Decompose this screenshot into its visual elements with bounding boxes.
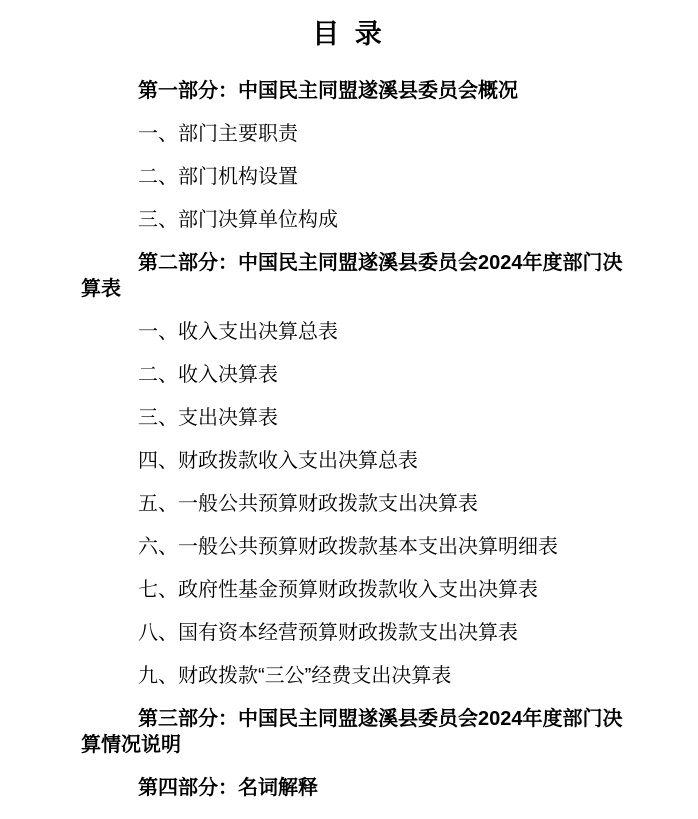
toc-item-part1-3: 三、部门决算单位构成 [138,209,338,231]
toc-heading-part1: 第一部分：中国民主同盟遂溪县委员会概况 [138,80,518,102]
toc-heading-part2: 第二部分：中国民主同盟遂溪县委员会2024年度部门决算表 [81,252,623,300]
toc-heading-part4: 第四部分：名词解释 [138,777,318,799]
toc-heading-part3: 第三部分：中国民主同盟遂溪县委员会2024年度部门决算情况说明 [81,708,623,756]
toc-item-part2-2: 二、收入决算表 [138,364,278,386]
toc-item-part2-9: 九、财政拨款“三公”经费支出决算表 [138,665,452,687]
toc-item-part2-7: 七、政府性基金预算财政拨款收入支出决算表 [138,579,538,601]
toc-item-part2-4: 四、财政拨款收入支出决算总表 [138,450,418,472]
toc-item-part2-3: 三、支出决算表 [138,407,278,429]
toc-item-part2-8: 八、国有资本经营预算财政拨款支出决算表 [138,622,518,644]
toc-item-part2-5: 五、一般公共预算财政拨款支出决算表 [138,493,478,515]
toc-item-part2-1: 一、收入支出决算总表 [138,321,338,343]
toc-item-part1-2: 二、部门机构设置 [138,166,298,188]
toc-item-part2-6: 六、一般公共预算财政拨款基本支出决算明细表 [138,536,558,558]
page-title: 目 录 [312,19,386,49]
toc-item-part1-1: 一、部门主要职责 [138,123,298,145]
